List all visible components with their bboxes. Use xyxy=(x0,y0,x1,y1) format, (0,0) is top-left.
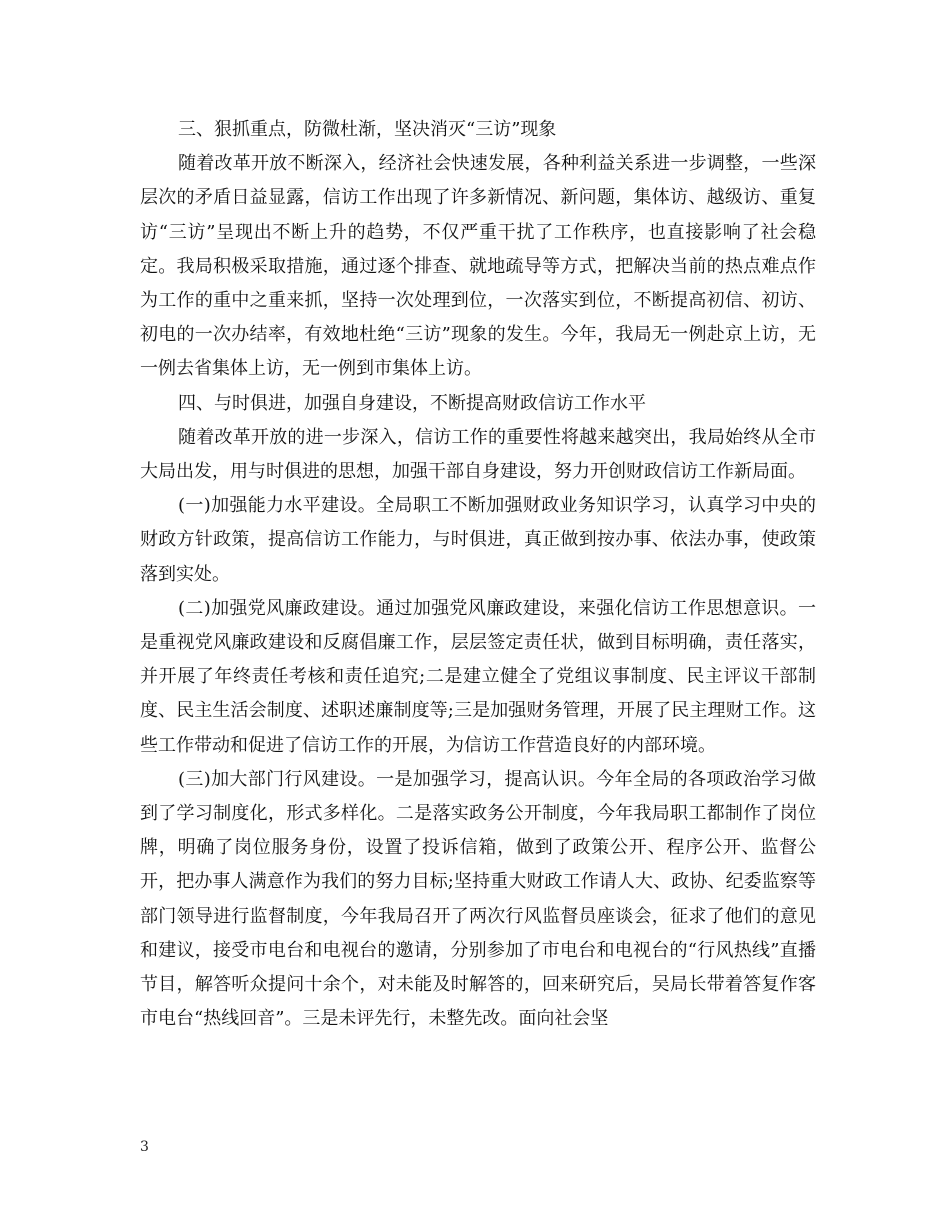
page-number: 3 xyxy=(140,1139,149,1155)
paragraph-department-style: (三)加大部门行风建设。一是加强学习，提高认识。今年全局的各项政治学习做到了学习制度化，形式多样化。二是落实政务公开制度，今年我局职工都制作了岗位牌，明确了岗位服务身份，设置了投诉信箱，做到了政策公开、程序公开、监督公开，把办事人满意作为我们的努力目标;坚持重大财政工作请人大、政协、纪委监察等部门领导进行监督制度，今年我局召开了两次行风监督员座谈会，征求了他们的意见和建议，接受市电台和电视台的邀请，分别参加了市电台和电视台的“行风热线”直播节目，解答听众提问十余个，对未能及时解答的，回来研究后，吴局长带着答复作客市电台“热线回音”。三是未评先行，未整先改。面向社会坚 xyxy=(140,768,816,1030)
section-heading-four: 四、与时俱进，加强自身建设，不断提高财政信访工作水平 xyxy=(178,392,646,414)
document-body xyxy=(140,113,816,1036)
paragraph-three-visits: 随着改革开放不断深入，经济社会快速发展，各种利益关系进一步调整，一些深层次的矛盾日益显露，信访工作出现了许多新情况、新问题，集体访、越级访、重复访“三访”呈现出不断上升的趋势，不仅严重干扰了工作秩序，也直接影响了社会稳定。我局积极采取措施，通过逐个排查、就地疏导等方式，把解决当前的热点难点作为工作的重中之重来抓，坚持一次处理到位，一次落实到位，不断提高初信、初访、初电的一次办结率，有效地杜绝“三访”现象的发生。今年，我局无一例赴京上访，无一例去省集体上访，无一例到市集体上访。 xyxy=(140,153,816,380)
paragraph-intro-four: 随着改革开放的进一步深入，信访工作的重要性将越来越突出，我局始终从全市大局出发，用与时俱进的思想，加强干部自身建设，努力开创财政信访工作新局面。 xyxy=(140,426,816,483)
paragraph-ability-building: (一)加强能力水平建设。全局职工不断加强财政业务知识学习，认真学习中央的财政方针政策，提高信访工作能力，与时俱进，真正做到按办事、依法办事，使政策落到实处。 xyxy=(140,495,816,585)
paragraph-party-integrity: (二)加强党风廉政建设。通过加强党风廉政建设，来强化信访工作思想意识。一是重视党风廉政建设和反腐倡廉工作，层层签定责任状，做到目标明确，责任落实，并开展了年终责任考核和责任追究;二是建立健全了党组议事制度、民主评议干部制度、民主生活会制度、述职述廉制度等;三是加强财务管理，开展了民主理财工作。这些工作带动和促进了信访工作的开展，为信访工作营造良好的内部环境。 xyxy=(140,597,816,756)
section-heading-three: 三、狠抓重点，防微杜渐，坚决消灭“三访”现象 xyxy=(178,119,557,140)
